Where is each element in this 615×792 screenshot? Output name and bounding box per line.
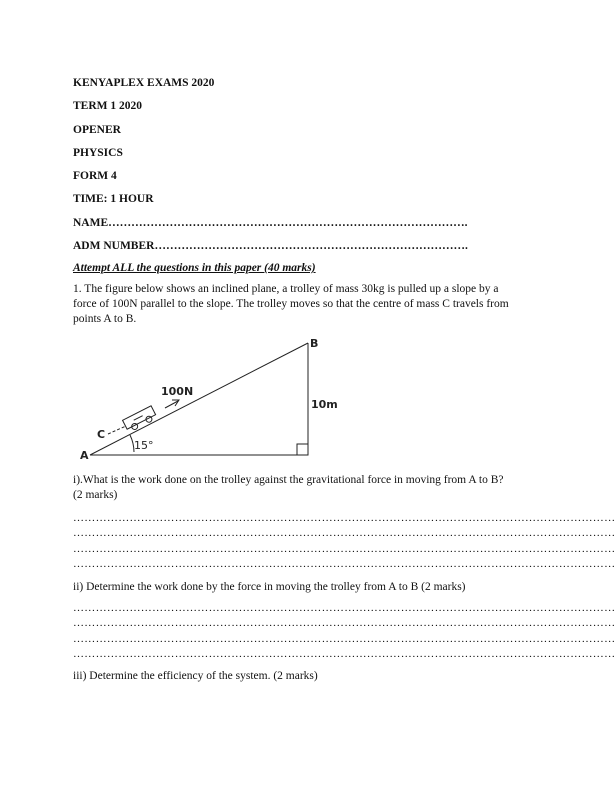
answer-line[interactable]: ……………………………………………………………………………………………………………………………… [73,543,615,555]
instructions: Attempt ALL the questions in this paper (40 marks) [73,262,316,274]
c-pointer [108,426,126,434]
part-iii: iii) Determine the efficiency of the system. (2 marks) [73,670,318,682]
term: TERM 1 2020 [73,100,142,112]
part-i-marks: (2 marks) [73,489,118,501]
slope-line [90,343,308,455]
answer-line[interactable]: ……………………………………………………………………………………………………………………………… [73,617,615,629]
subject: PHYSICS [73,147,123,159]
answer-line[interactable]: ……………………………………………………………………………………………………………………………… [73,648,615,660]
form: FORM 4 [73,170,117,182]
answer-line[interactable]: ……………………………………………………………………………………………………………………………… [73,602,615,614]
answer-line[interactable]: ……………………………………………………………………………………………………………………………… [73,512,615,524]
question-text: points A to B. [73,313,137,325]
name-field[interactable]: NAME…………………………………………………………………………………. [73,217,468,229]
adm-number-field[interactable]: ADM NUMBER………………………………………………………………………. [73,240,468,252]
force-label: 100N [161,385,194,398]
answer-line[interactable]: ……………………………………………………………………………………………………………………………… [73,633,615,645]
answer-line[interactable]: ……………………………………………………………………………………………………………………………… [73,558,615,570]
school-title: KENYAPLEX EXAMS 2020 [73,77,215,89]
question-text: 1. The figure below shows an inclined plane, a trolley of mass 30kg is pulled up a slope by a [73,283,499,295]
right-angle-mark [297,444,308,455]
time: TIME: 1 HOUR [73,193,154,205]
exam-type: OPENER [73,124,121,136]
part-ii: ii) Determine the work done by the force in moving the trolley from A to B (2 marks) [73,581,466,593]
trolley [123,406,158,433]
label-a: A [80,449,89,462]
answer-line[interactable]: ……………………………………………………………………………………………………………………………… [73,527,615,539]
angle-label: 15° [134,439,154,452]
label-c: C [97,428,106,441]
part-i: i).What is the work done on the trolley against the gravitational force in moving from A to B? [73,474,504,486]
label-b: B [310,337,319,350]
height-label: 10m [311,398,338,411]
question-text: force of 100N parallel to the slope. The trolley moves so that the centre of mass C travels from [73,298,509,310]
